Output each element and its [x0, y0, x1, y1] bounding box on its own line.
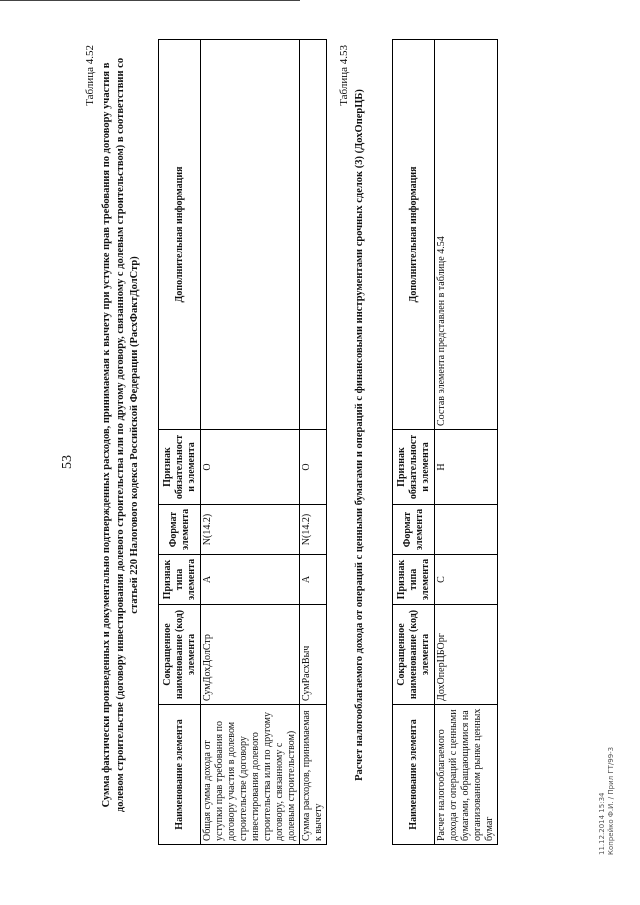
- table-4-52: [158, 39, 327, 845]
- cell-format: N(14.2): [201, 505, 300, 555]
- cell-name: Расчет налогооблагаемого дохода от операций с ценными бумагами, обращающимися на организованном рынке ценных бумаг: [435, 705, 498, 845]
- table-row: [300, 40, 327, 845]
- cell-info: [300, 40, 327, 430]
- header-required: Признак обязательности элемента: [159, 430, 201, 505]
- table-4-52-number: Таблица 4.52: [84, 45, 96, 106]
- cell-format: N(14.2): [300, 505, 327, 555]
- cell-required: О: [300, 430, 327, 505]
- cell-type: А: [201, 555, 300, 605]
- cell-code: СумДохДолСтр: [201, 605, 300, 705]
- cell-name: Общая сумма дохода от уступки прав требования по договору участия в долевом строительстве (договору инвестирования долевого строительства или по другому договору, связанному с долевым строительством): [201, 705, 300, 845]
- table-4-53: [392, 39, 498, 845]
- header-name: Наименование элемента: [159, 705, 201, 845]
- header-info: Дополнительная информация: [159, 40, 201, 430]
- cell-code: СумРасхВыч: [300, 605, 327, 705]
- cell-info: Состав элемента представлен в таблице 4.54: [435, 40, 498, 430]
- stamp-line-1: 11.12.2014 15:34: [598, 792, 606, 855]
- cell-code: ДохОперЦБОрг: [435, 605, 498, 705]
- table-4-53-number: Таблица 4.53: [338, 45, 350, 106]
- header-type: Признак типа элемента: [159, 555, 201, 605]
- header-format: Формат элемента: [159, 505, 201, 555]
- stamp-line-2: Копрейко Ф.И. / Прил ГТ/99-3: [607, 746, 615, 855]
- document-stamp: [598, 595, 616, 855]
- table-row: [435, 40, 498, 845]
- header-type: Признак типа элемента: [393, 555, 435, 605]
- page-number: 53: [60, 455, 75, 469]
- header-format: Формат элемента: [393, 505, 435, 555]
- cell-info: [201, 40, 300, 430]
- cell-type: А: [300, 555, 327, 605]
- header-code: Сокращенное наименование (код) элемента: [159, 605, 201, 705]
- table-row: [201, 40, 300, 845]
- header-info: Дополнительная информация: [393, 40, 435, 430]
- table-4-52-title: Сумма фактически произведенных и документально подтвержденных расходов, принимаемая к вычету при уступке прав требования по договору участия в долевом строительстве (договору инвестирования долевого строительства или по другому договору, связанному с долевым строительством) в соответствии со статьей 220 Налогового кодекса Российской Федерации (РасхФактДолСтр): [101, 57, 140, 813]
- header-required: Признак обязательности элемента: [393, 430, 435, 505]
- header-name: Наименование элемента: [393, 705, 435, 845]
- cell-name: Сумма расходов, принимаемая к вычету: [300, 705, 327, 845]
- cell-required: О: [201, 430, 300, 505]
- cell-required: Н: [435, 430, 498, 505]
- cell-type: С: [435, 555, 498, 605]
- header-code: Сокращенное наименование (код) элемента: [393, 605, 435, 705]
- table-4-52-header-row: [159, 40, 201, 845]
- table-4-53-header-row: [393, 40, 435, 845]
- table-4-53-title: Расчет налогооблагаемого дохода от операций с ценными бумагами и операций с финансовыми инструментами срочных сделок (3) (ДохОперЦБ): [354, 89, 365, 781]
- cell-format: [435, 505, 498, 555]
